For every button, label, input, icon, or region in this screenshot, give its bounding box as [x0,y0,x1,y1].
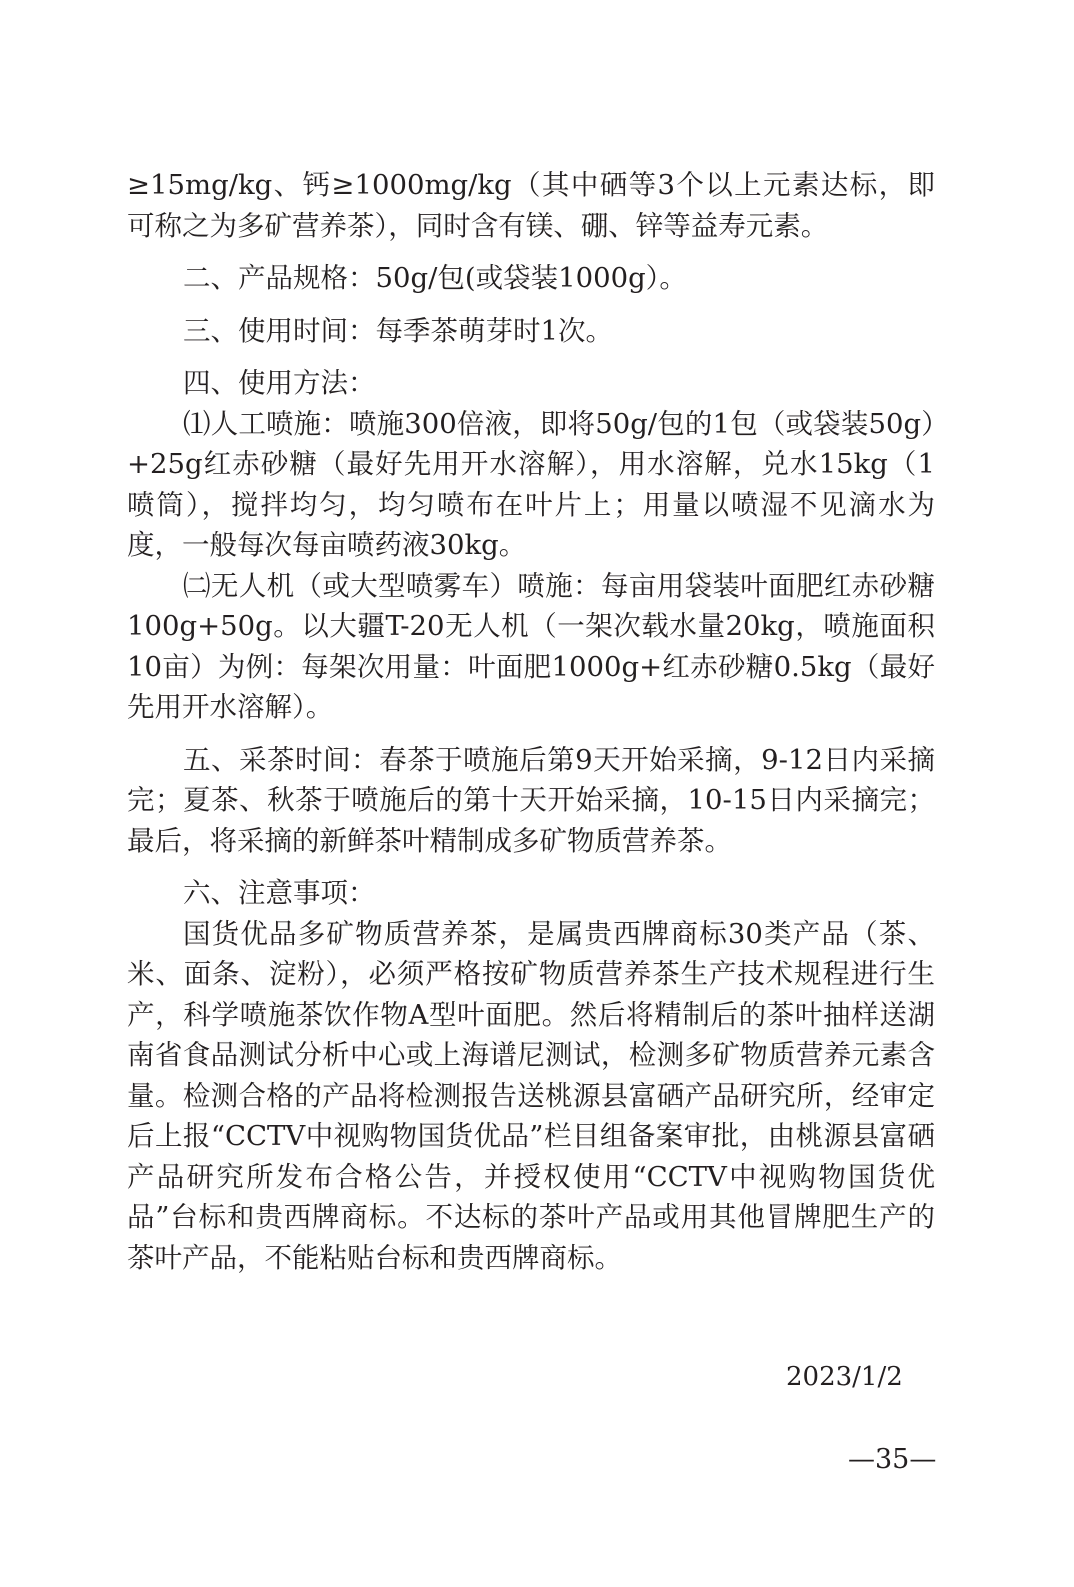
text-usage-time: 每季茶萌芽时1次。 [375,314,613,347]
heading-picking-time: 五、采茶时间： [183,743,380,776]
page-number: —35— [848,1444,937,1475]
document-body [127,165,935,1278]
heading-usage-time: 三、使用时间： [183,314,376,347]
heading-product-spec: 二、产品规格： [183,262,376,294]
document-date: 2023/1/2 [786,1362,903,1392]
heading-notes: 六、注意事项： [183,877,376,909]
paragraph-usage-method [127,363,935,404]
heading-usage-method: 四、使用方法： [183,367,376,399]
text-picking-time: 春茶于喷施后第9天开始采摘，9-12日内采摘完；夏茶、秋茶于喷施后的第十天开始采摘，10-15日内采摘完；最后，将采摘的新鲜茶叶精制成多矿物质营养茶。 [127,743,935,857]
paragraph-mineral-standards: ≥15mg/kg、钙≥1000mg/kg（其中硒等3个以上元素达标，即可称之为多矿营养茶），同时含有镁、硼、锌等益寿元素。 [127,169,935,242]
text-product-spec: 50g/包(或袋装1000g）。 [375,262,687,294]
paragraph-notes [127,873,935,914]
paragraph-method-manual-spray: ⑴人工喷施：喷施300倍液，即将50g/包的1包（或袋装50g）+25g红赤砂糖（最好先用开水溶解），用水溶解，兑水15kg（1喷筒），搅拌均匀，均匀喷布在叶片上；用量以喷湿不见滴水为度，一般每次每亩喷药液30kg。 [127,407,935,561]
paragraph-method-drone-spray: ㈡无人机（或大型喷雾车）喷施：每亩用袋装叶面肥红赤砂糖100g+50g。以大疆T-20无人机（一架次载水量20kg，喷施面积10亩）为例：每架次用量：叶面肥1000g+红赤砂糖0.5kg（最好先用开水溶解）。 [127,569,935,723]
paragraph-notes-body: 国货优品多矿物质营养茶，是属贵西牌商标30类产品（茶、米、面条、淀粉），必须严格按矿物质营养茶生产技术规程进行生产，科学喷施茶饮作物A型叶面肥。然后将精制后的茶叶抽样送湖南省食品测试分析中心或上海谱尼测试，检测多矿物质营养元素含量。检测合格的产品将检测报告送桃源县富硒产品研究所，经审定后上报“CCTV中视购物国货优品”栏目组备案审批，由桃源县富硒产品研究所发布合格公告，并授权使用“CCTV中视购物国货优品”台标和贵西牌商标。不达标的茶叶产品或用其他冒牌肥生产的茶叶产品，不能粘贴台标和贵西牌商标。 [127,917,935,1274]
paragraph-product-spec [127,258,935,299]
paragraph-usage-time [127,311,935,352]
paragraph-picking-time [127,740,935,862]
